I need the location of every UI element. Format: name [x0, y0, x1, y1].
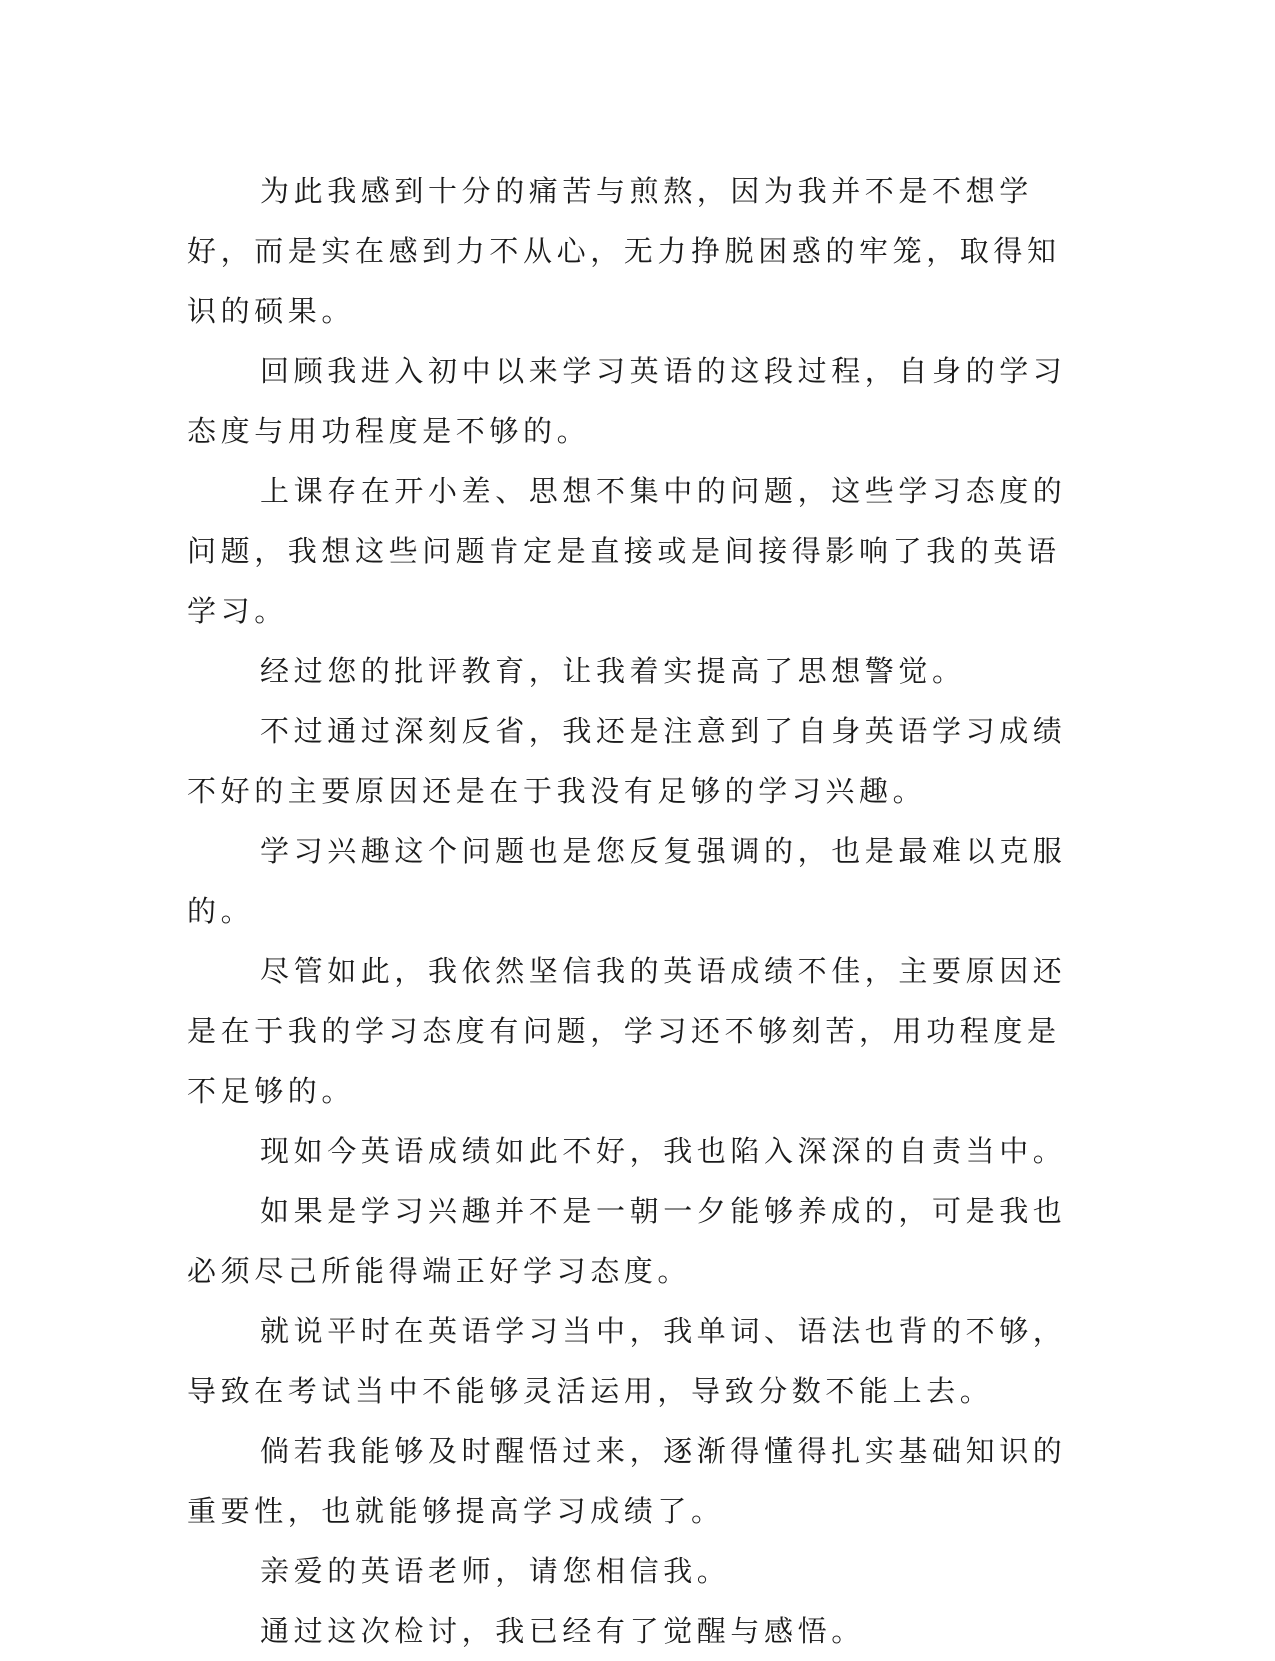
paragraph-12: 亲爱的英语老师，请您相信我。 [260, 1554, 731, 1588]
paragraph-8: 现如今英语成绩如此不好，我也陷入深深的自责当中。 [260, 1134, 1067, 1168]
paragraph-5: 不过通过深刻反省，我还是注意到了自身英语学习成绩不好的主要原因还是在于我没有足够的学习兴趣。 [187, 714, 1067, 808]
paragraph-11: 倘若我能够及时醒悟过来，逐渐得懂得扎实基础知识的重要性，也就能够提高学习成绩了。 [187, 1434, 1067, 1528]
paragraph-4: 经过您的批评教育，让我着实提高了思想警觉。 [260, 654, 966, 688]
paragraph-3: 上课存在开小差、思想不集中的问题，这些学习态度的问题，我想这些问题肯定是直接或是间接得影响了我的英语学习。 [187, 474, 1067, 628]
paragraph-10: 就说平时在英语学习当中，我单词、语法也背的不够，导致在考试当中不能够灵活运用，导致分数不能上去。 [187, 1314, 1067, 1408]
paragraph-7: 尽管如此，我依然坚信我的英语成绩不佳，主要原因还是在于我的学习态度有问题，学习还不够刻苦，用功程度是不足够的。 [187, 954, 1067, 1108]
paragraph-1: 为此我感到十分的痛苦与煎熬，因为我并不是不想学好，而是实在感到力不从心，无力挣脱困惑的牢笼，取得知识的硕果。 [187, 174, 1061, 328]
paragraph-9: 如果是学习兴趣并不是一朝一夕能够养成的，可是我也必须尽己所能得端正好学习态度。 [187, 1194, 1067, 1288]
document-body [187, 161, 1067, 1661]
paragraph-6: 学习兴趣这个问题也是您反复强调的，也是最难以克服的。 [187, 834, 1067, 928]
paragraph-13: 通过这次检讨，我已经有了觉醒与感悟。 [260, 1614, 865, 1648]
paragraph-2: 回顾我进入初中以来学习英语的这段过程，自身的学习态度与用功程度是不够的。 [187, 354, 1067, 448]
